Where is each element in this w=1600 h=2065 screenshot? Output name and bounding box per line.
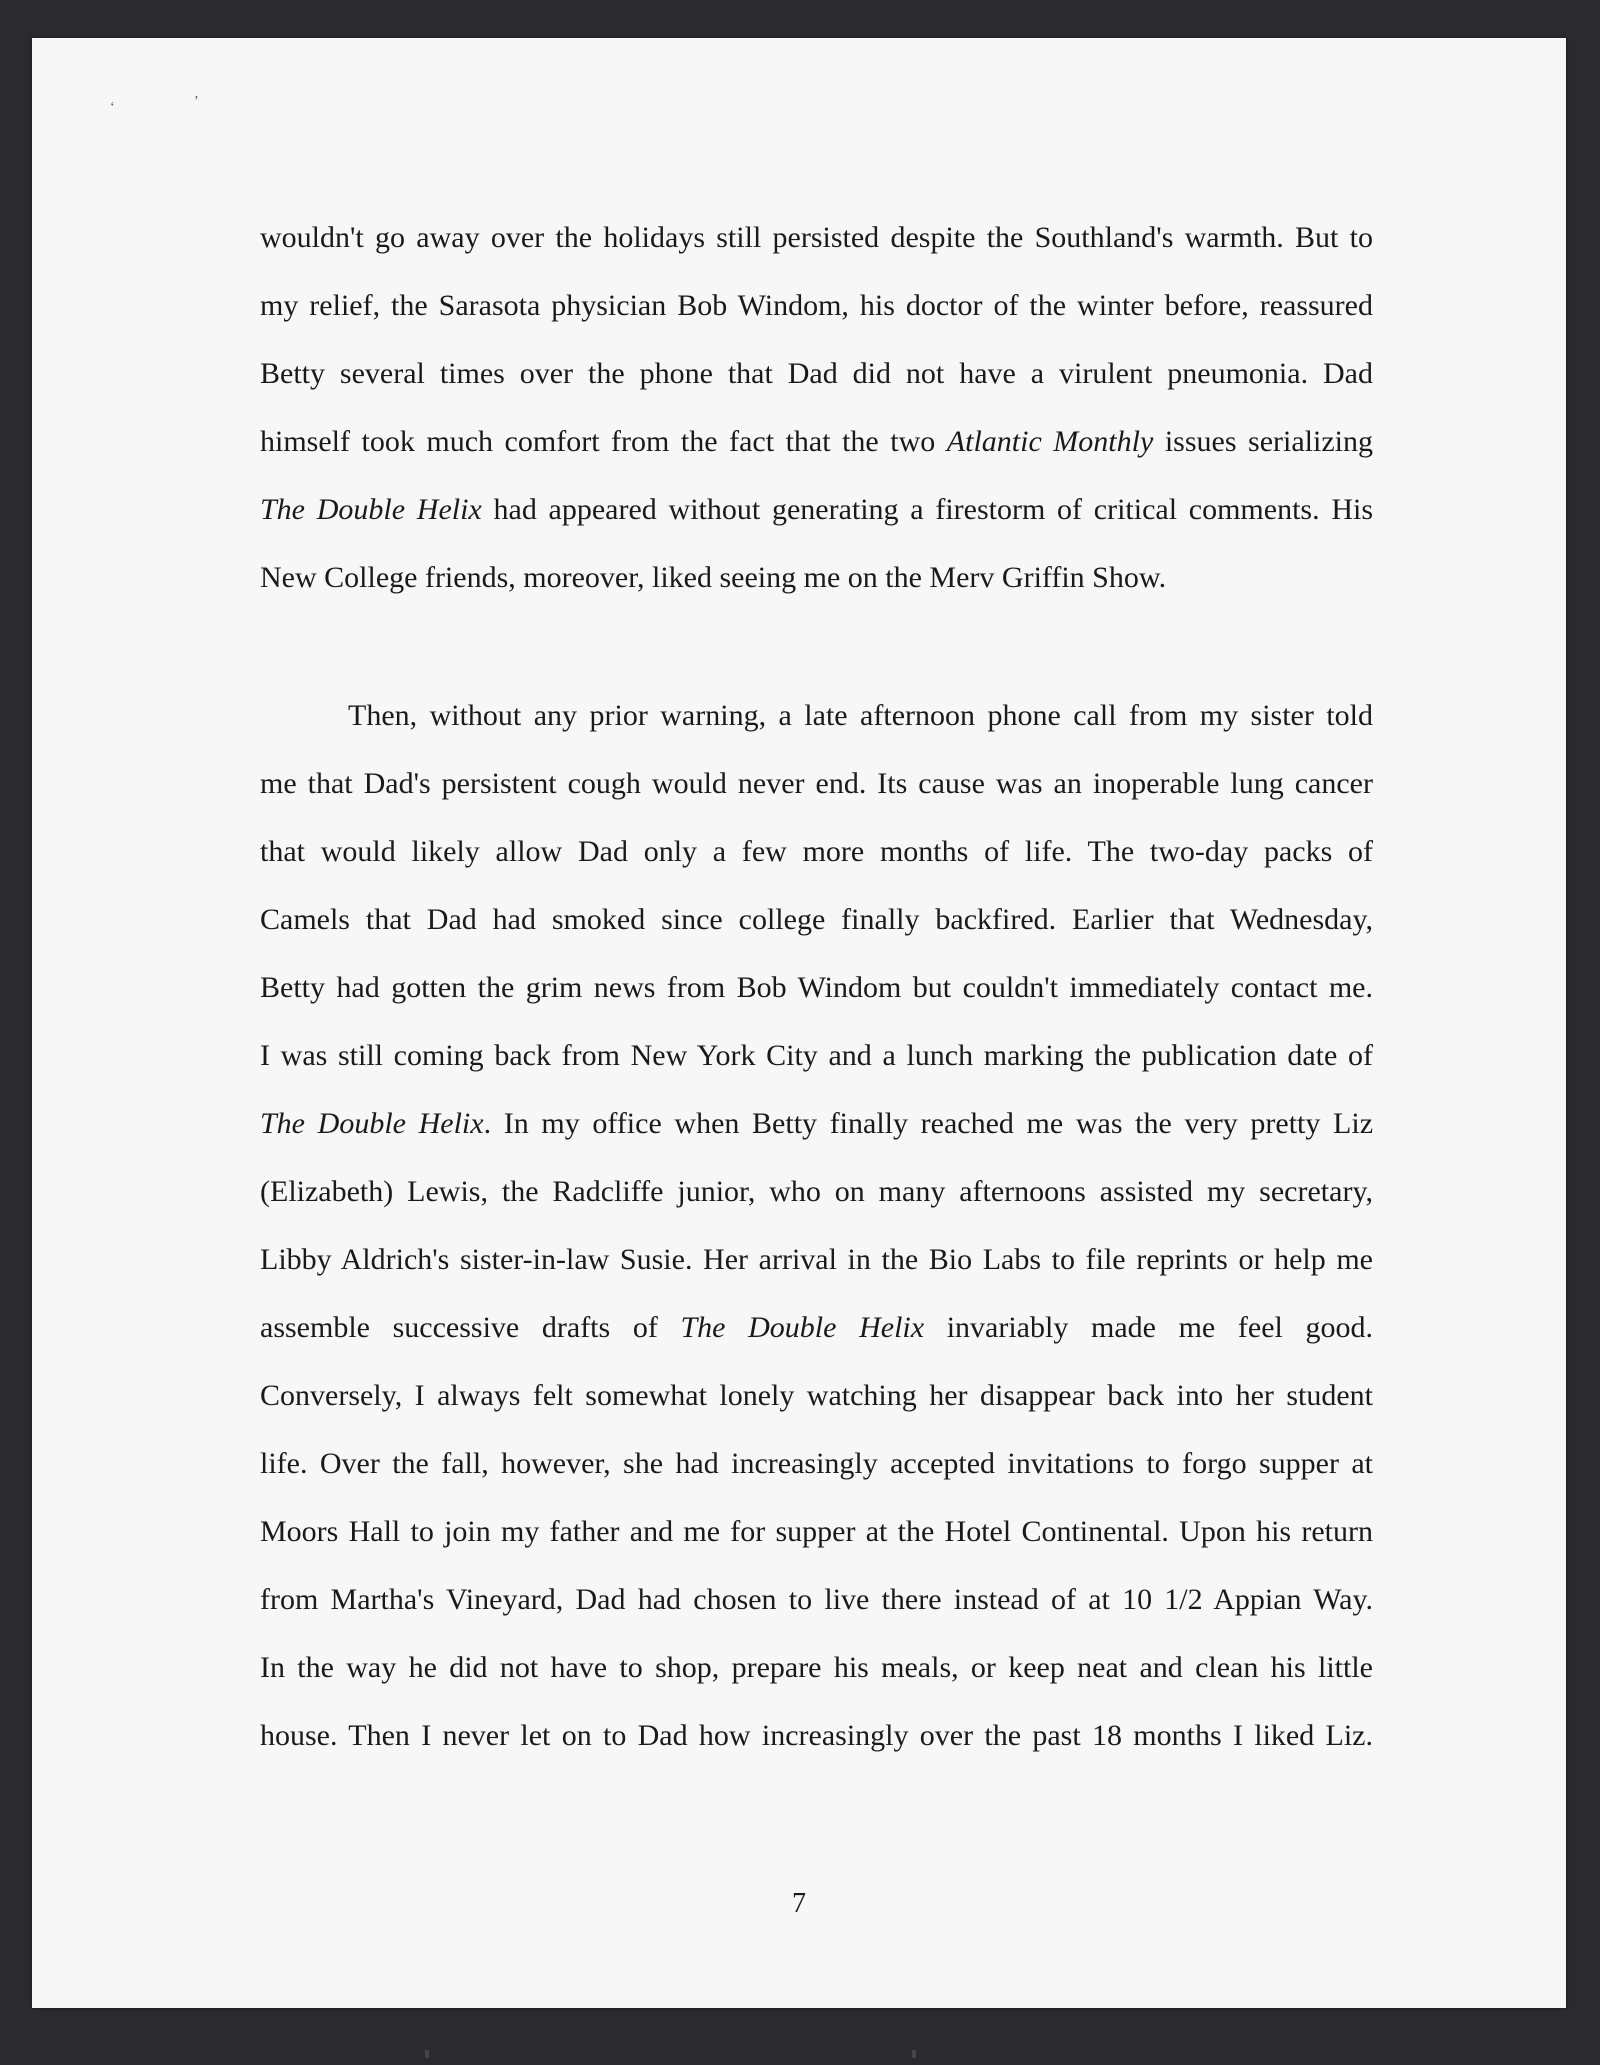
text-line: (Elizabeth) Lewis, the Radcliffe junior, who on many afternoons assisted my secretary, [260, 1175, 1373, 1208]
text-line [260, 493, 1373, 527]
corner-mark: ’ [194, 94, 199, 109]
text-line: Betty several times over the phone that Dad did not have a virulent pneumonia. Dad [260, 357, 1373, 390]
text-line: New College friends, moreover, liked seeing me on the Merv Griffin Show. [260, 561, 1167, 594]
italic-title: The Double Helix [260, 1107, 484, 1140]
corner-mark: ‘ [110, 100, 115, 115]
text-line: my relief, the Sarasota physician Bob Windom, his doctor of the winter before, reassured [260, 289, 1373, 322]
text-line: house. Then I never let on to Dad how increasingly over the past 18 months I liked Liz. [260, 1719, 1373, 1752]
text-line: life. Over the fall, however, she had increasingly accepted invitations to forgo supper at [260, 1447, 1373, 1480]
text-line: Camels that Dad had smoked since college finally backfired. Earlier that Wednesday, [260, 903, 1373, 936]
text-line [260, 425, 1373, 459]
scan-mark [425, 2050, 429, 2058]
text-line: Conversely, I always felt somewhat lonely watching her disappear back into her student [260, 1379, 1373, 1412]
text-line: Betty had gotten the grim news from Bob Windom but couldn't immediately contact me. [260, 971, 1373, 1004]
scan-mark [912, 2050, 916, 2058]
text-span: . In my office when Betty finally reached me was the very pretty Liz [483, 1107, 1374, 1140]
text-line [260, 1311, 1373, 1345]
text-line: In the way he did not have to shop, prepare his meals, or keep neat and clean his little [260, 1651, 1373, 1684]
italic-title: The Double Helix [680, 1311, 925, 1344]
document-page [32, 38, 1566, 2008]
text-line: wouldn't go away over the holidays still persisted despite the Southland's warmth. But to [260, 221, 1373, 254]
text-line [260, 1107, 1373, 1141]
page-number: 7 [792, 1888, 806, 1919]
text-line: Moors Hall to join my father and me for supper at the Hotel Continental. Upon his return [260, 1515, 1373, 1548]
italic-title: The Double Helix [260, 493, 482, 526]
text-line: from Martha's Vineyard, Dad had chosen to live there instead of at 10 1/2 Appian Way. [260, 1583, 1373, 1616]
text-line: I was still coming back from New York City and a lunch marking the publication date of [260, 1039, 1373, 1072]
text-line: Libby Aldrich's sister-in-law Susie. Her arrival in the Bio Labs to file reprints or help me [260, 1243, 1373, 1276]
text-span: invariably made me feel good. [924, 1311, 1373, 1344]
text-span: had appeared without generating a firestorm of critical comments. His [481, 493, 1373, 526]
text-line: that would likely allow Dad only a few more months of life. The two-day packs of [260, 835, 1373, 868]
italic-title: Atlantic Monthly [946, 425, 1154, 458]
text-line: Then, without any prior warning, a late afternoon phone call from my sister told [348, 699, 1373, 732]
text-span: himself took much comfort from the fact that the two [260, 425, 947, 458]
text-line: me that Dad's persistent cough would never end. Its cause was an inoperable lung cancer [260, 767, 1373, 800]
text-span: issues serializing [1153, 425, 1373, 458]
text-span: assemble successive drafts of [260, 1311, 681, 1344]
